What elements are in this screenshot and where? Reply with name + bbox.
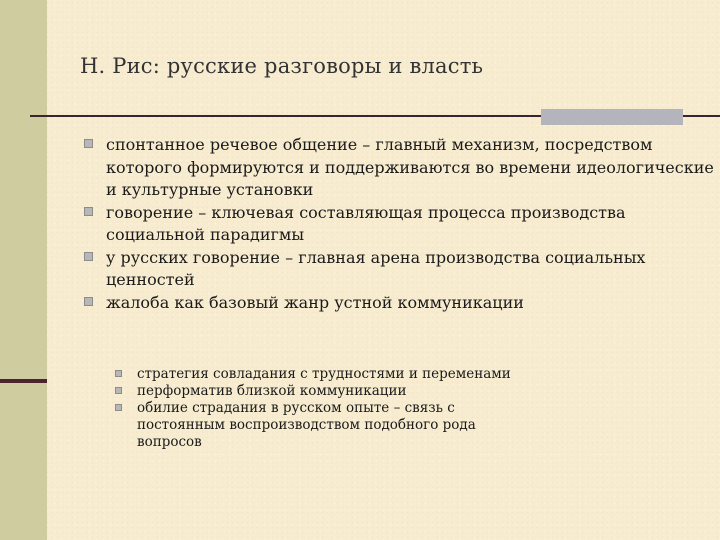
title-divider-block	[541, 109, 683, 125]
left-accent-bar	[0, 379, 47, 383]
sub-bullet-list	[115, 366, 535, 451]
square-bullet-icon	[84, 207, 93, 216]
bullet-text: у русских говорение – главная арена производства социальных ценностей	[106, 247, 646, 289]
sub-bullet-text: стратегия совладания с трудностями и переменами	[137, 366, 511, 382]
sub-bullet-text: перформатив близкой коммуникации	[137, 383, 407, 399]
square-bullet-icon	[84, 252, 93, 261]
sub-bullet-text: обилие страдания в русском опыте – связь с постоянным воспроизводством подобного рода вопросов	[137, 400, 476, 450]
bullet-text: жалоба как базовый жанр устной коммуникации	[106, 292, 524, 312]
bullet-text: спонтанное речевое общение – главный механизм, посредством которого формируются и поддерживаются во времени идеологические и культурные установки	[106, 135, 714, 199]
bullet-text: говорение – ключевая составляющая процесса производства социальной парадигмы	[106, 202, 626, 244]
square-bullet-icon	[84, 139, 93, 148]
bullet-item	[84, 202, 714, 247]
bullet-item	[84, 292, 714, 315]
sub-bullet-item	[115, 400, 535, 451]
left-decorative-strip	[0, 0, 47, 540]
bullet-list	[84, 134, 714, 314]
bullet-item	[84, 247, 714, 292]
square-bullet-icon	[115, 370, 122, 377]
sub-bullet-item	[115, 366, 535, 383]
square-bullet-icon	[84, 297, 93, 306]
square-bullet-icon	[115, 387, 122, 394]
sub-bullet-item	[115, 383, 535, 400]
square-bullet-icon	[115, 404, 122, 411]
bullet-item	[84, 134, 714, 202]
slide-title: Н. Рис: русские разговоры и власть	[80, 54, 484, 78]
